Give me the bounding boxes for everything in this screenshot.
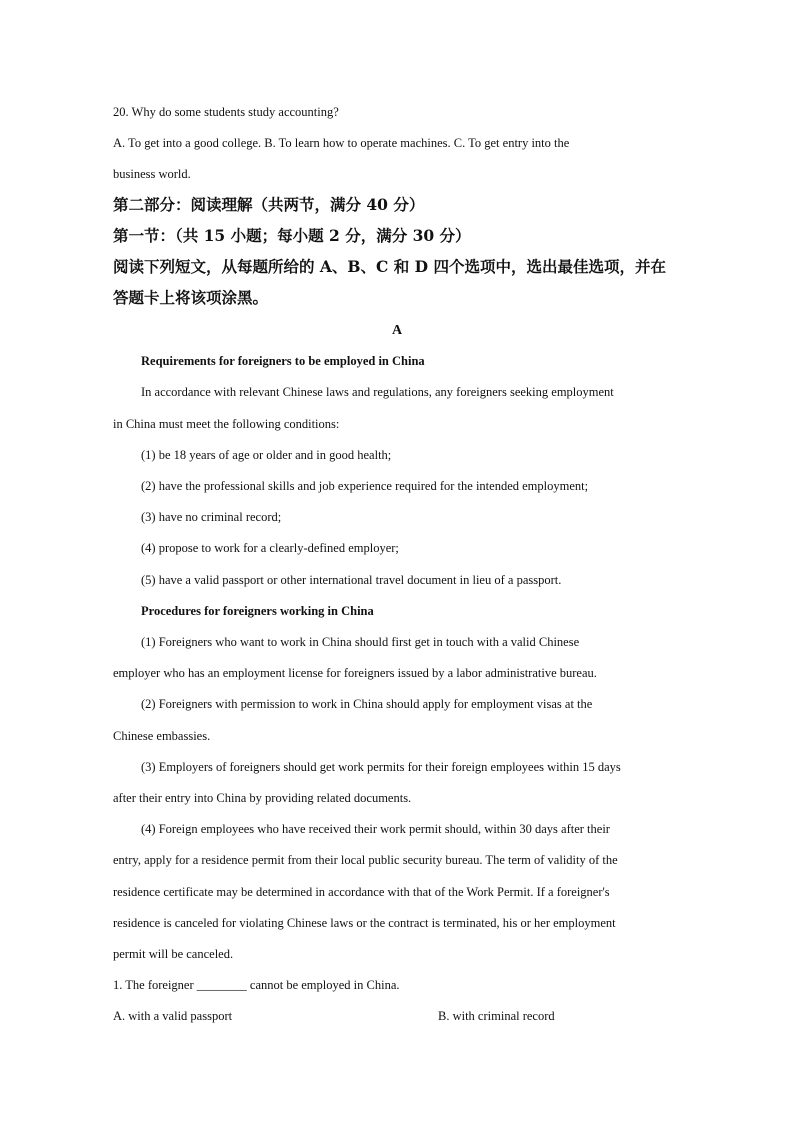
procedure-4-line4: residence is canceled for violating Chinese laws or the contract is terminated, his or her employment — [113, 916, 616, 930]
q20-options: A. To get into a good college. B. To learn how to operate machines. C. To get entry into the — [113, 136, 570, 150]
condition-item: (1) be 18 years of age or older and in good health; — [141, 448, 392, 462]
condition-item: (5) have a valid passport or other international travel document in lieu of a passport. — [141, 573, 562, 587]
instruction-line1: 阅读下列短文，从每题所给的 A、B、C 和 D 四个选项中，选出最佳选项，并在 — [113, 257, 666, 276]
intro-line2: in China must meet the following conditions: — [113, 417, 340, 431]
q1-option-a: A. with a valid passport — [113, 1009, 233, 1023]
intro-line1: In accordance with relevant Chinese laws and regulations, any foreigners seeking employment — [141, 385, 614, 399]
procedure-3-line1: (3) Employers of foreigners should get work permits for their foreign employees within 15 days — [141, 760, 621, 774]
condition-item: (4) propose to work for a clearly-defined employer; — [141, 541, 399, 555]
procedure-2-line1: (2) Foreigners with permission to work in China should apply for employment visas at the — [141, 697, 593, 711]
procedure-2-line2: Chinese embassies. — [113, 729, 211, 743]
procedure-4-line1: (4) Foreign employees who have received their work permit should, within 30 days after their — [141, 822, 610, 836]
procedure-1-line2: employer who has an employment license for foreigners issued by a labor administrative bureau. — [113, 666, 597, 680]
requirements-title: Requirements for foreigners to be employed in China — [141, 354, 425, 368]
q1-option-b: B. with criminal record — [438, 1009, 555, 1023]
condition-item: (3) have no criminal record; — [141, 510, 282, 524]
section1-heading: 第一节：（共 15 小题；每小题 2 分，满分 30 分） — [113, 226, 471, 245]
procedure-3-line2: after their entry into China by providing related documents. — [113, 791, 412, 805]
condition-item: (2) have the professional skills and job experience required for the intended employment; — [141, 479, 589, 493]
part2-heading: 第二部分：阅读理解（共两节，满分 40 分） — [113, 195, 425, 214]
q1-stem: 1. The foreigner ________ cannot be employed in China. — [113, 978, 400, 992]
instruction-line2: 答题卡上将该项涂黑。 — [113, 288, 269, 307]
procedure-4-line2: entry, apply for a residence permit from their local public security bureau. The term of validity of the — [113, 853, 618, 867]
procedures-title: Procedures for foreigners working in China — [141, 604, 374, 618]
procedure-1-line1: (1) Foreigners who want to work in China should first get in touch with a valid Chinese — [141, 635, 580, 649]
q20-stem: 20. Why do some students study accounting? — [113, 105, 339, 119]
passage-letter: A — [391, 323, 403, 338]
procedure-4-line5: permit will be canceled. — [113, 947, 234, 961]
q20-options-continued: business world. — [113, 167, 191, 181]
procedure-4-line3: residence certificate may be determined in accordance with that of the Work Permit. If a foreigner's — [113, 885, 610, 899]
